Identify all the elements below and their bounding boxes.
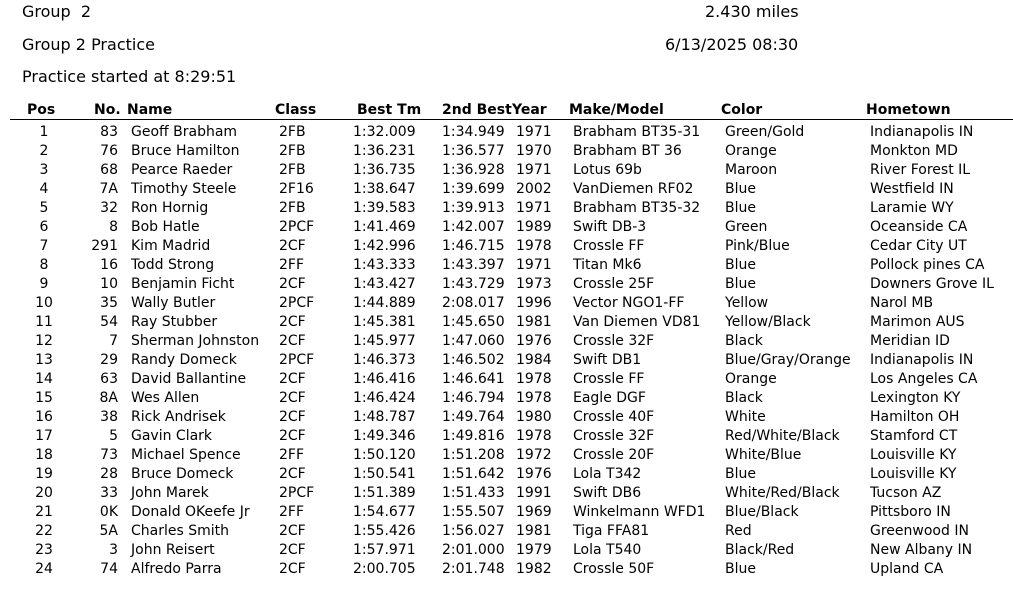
table-row (0, 294, 1013, 313)
cell-best-time: 1:42.996 (353, 238, 416, 254)
cell-year: 1981 (516, 523, 552, 539)
cell-class: 2PCF (279, 485, 315, 501)
cell-car-number: 38 (100, 409, 118, 425)
cell-hometown: Marimon AUS (870, 314, 965, 330)
cell-class: 2FF (279, 447, 305, 463)
table-row (0, 199, 1013, 218)
cell-car-number: 16 (100, 257, 118, 273)
table-row (0, 484, 1013, 503)
table-row (0, 446, 1013, 465)
cell-make-model: VanDiemen RF02 (573, 181, 694, 197)
table-row (0, 161, 1013, 180)
cell-color: Pink/Blue (725, 238, 790, 254)
cell-make-model: Tiga FFA81 (573, 523, 650, 539)
cell-car-number: 8A (99, 390, 118, 406)
cell-pos: 16 (35, 409, 53, 425)
cell-pos: 6 (39, 219, 49, 235)
cell-pos: 9 (39, 276, 49, 292)
cell-car-number: 10 (100, 276, 118, 292)
cell-best-time: 1:41.469 (353, 219, 416, 235)
cell-class: 2PCF (279, 352, 315, 368)
cell-class: 2CF (279, 333, 306, 349)
cell-pos: 21 (35, 504, 53, 520)
cell-color: Blue (725, 181, 756, 197)
cell-pos: 3 (39, 162, 49, 178)
cell-year: 1978 (516, 371, 552, 387)
cell-make-model: Winkelmann WFD1 (573, 504, 706, 520)
cell-driver-name: Sherman Johnston (131, 333, 260, 349)
cell-driver-name: Ron Hornig (131, 200, 209, 216)
cell-hometown: Monkton MD (870, 143, 958, 159)
cell-driver-name: Todd Strong (131, 257, 215, 273)
cell-color: Blue (725, 561, 756, 577)
cell-second-best: 1:34.949 (442, 124, 505, 140)
cell-best-time: 1:49.346 (353, 428, 416, 444)
cell-year: 1989 (516, 219, 552, 235)
cell-year: 1978 (516, 428, 552, 444)
cell-year: 1970 (516, 143, 552, 159)
cell-car-number: 291 (91, 238, 118, 254)
table-row (0, 313, 1013, 332)
cell-driver-name: Rick Andrisek (131, 409, 226, 425)
cell-class: 2CF (279, 466, 306, 482)
cell-driver-name: Ray Stubber (131, 314, 218, 330)
cell-hometown: Los Angeles CA (870, 371, 978, 387)
cell-best-time: 1:43.333 (353, 257, 416, 273)
cell-car-number: 7 (109, 333, 118, 349)
cell-class: 2CF (279, 523, 306, 539)
cell-class: 2CF (279, 428, 306, 444)
cell-color: Blue (725, 466, 756, 482)
cell-class: 2CF (279, 314, 306, 330)
cell-pos: 17 (35, 428, 53, 444)
cell-year: 1976 (516, 466, 552, 482)
cell-driver-name: Donald OKeefe Jr (131, 504, 250, 520)
cell-year: 1973 (516, 276, 552, 292)
cell-driver-name: Pearce Raeder (131, 162, 233, 178)
table-row (0, 522, 1013, 541)
cell-class: 2CF (279, 561, 306, 577)
cell-car-number: 54 (100, 314, 118, 330)
cell-color: Orange (725, 143, 777, 159)
cell-driver-name: John Reisert (131, 542, 215, 558)
cell-driver-name: Benjamin Ficht (131, 276, 235, 292)
cell-make-model: Crossle 25F (573, 276, 655, 292)
column-header-pos: Pos (27, 102, 56, 118)
cell-car-number: 35 (100, 295, 118, 311)
cell-class: 2CF (279, 390, 306, 406)
cell-best-time: 1:54.677 (353, 504, 416, 520)
cell-second-best: 1:51.208 (442, 447, 505, 463)
cell-color: Red/White/Black (725, 428, 840, 444)
table-row (0, 427, 1013, 446)
cell-driver-name: Bruce Hamilton (131, 143, 240, 159)
cell-pos: 10 (35, 295, 53, 311)
cell-best-time: 1:55.426 (353, 523, 416, 539)
cell-pos: 13 (35, 352, 53, 368)
cell-make-model: Vector NGO1-FF (573, 295, 685, 311)
cell-driver-name: Timothy Steele (131, 181, 237, 197)
cell-second-best: 1:45.650 (442, 314, 505, 330)
cell-driver-name: Geoff Brabham (131, 124, 238, 140)
column-header-hometown: Hometown (866, 102, 951, 118)
cell-year: 1982 (516, 561, 552, 577)
cell-color: White/Blue (725, 447, 802, 463)
cell-color: Black/Red (725, 542, 795, 558)
session-title: Group 2 Practice (22, 35, 155, 54)
cell-color: Blue/Black (725, 504, 799, 520)
cell-color: Yellow (725, 295, 769, 311)
cell-second-best: 1:56.027 (442, 523, 505, 539)
cell-best-time: 1:50.541 (353, 466, 416, 482)
cell-car-number: 8 (109, 219, 118, 235)
cell-driver-name: Gavin Clark (131, 428, 213, 444)
cell-class: 2FB (279, 143, 306, 159)
header-divider (10, 119, 1013, 120)
cell-driver-name: Bob Hatle (131, 219, 200, 235)
cell-best-time: 1:43.427 (353, 276, 416, 292)
cell-make-model: Crossle 20F (573, 447, 655, 463)
table-row (0, 503, 1013, 522)
cell-second-best: 2:08.017 (442, 295, 505, 311)
cell-driver-name: Alfredo Parra (131, 561, 222, 577)
cell-class: 2CF (279, 238, 306, 254)
table-row (0, 237, 1013, 256)
table-row (0, 180, 1013, 199)
cell-make-model: Lola T342 (573, 466, 642, 482)
cell-hometown: Greenwood IN (870, 523, 969, 539)
table-row (0, 541, 1013, 560)
cell-pos: 2 (39, 143, 49, 159)
cell-car-number: 76 (100, 143, 118, 159)
cell-driver-name: John Marek (131, 485, 209, 501)
cell-pos: 19 (35, 466, 53, 482)
cell-best-time: 1:36.231 (353, 143, 416, 159)
table-row (0, 351, 1013, 370)
cell-class: 2FB (279, 200, 306, 216)
session-start-time: Practice started at 8:29:51 (22, 67, 237, 86)
cell-make-model: Crossle 32F (573, 428, 655, 444)
cell-color: Blue (725, 276, 756, 292)
column-header-name: Name (127, 102, 173, 118)
cell-hometown: Westfield IN (870, 181, 954, 197)
cell-hometown: Tucson AZ (870, 485, 942, 501)
table-row (0, 389, 1013, 408)
cell-best-time: 1:46.416 (353, 371, 416, 387)
cell-pos: 15 (35, 390, 53, 406)
cell-make-model: Crossle FF (573, 238, 645, 254)
cell-second-best: 1:55.507 (442, 504, 505, 520)
cell-hometown: Stamford CT (870, 428, 958, 444)
column-header-second-best: 2nd Best (442, 102, 512, 118)
cell-best-time: 1:44.889 (353, 295, 416, 311)
cell-pos: 4 (39, 181, 49, 197)
cell-class: 2FB (279, 162, 306, 178)
cell-year: 1976 (516, 333, 552, 349)
cell-color: Black (725, 390, 763, 406)
cell-best-time: 1:48.787 (353, 409, 416, 425)
cell-best-time: 1:39.583 (353, 200, 416, 216)
cell-car-number: 7A (99, 181, 118, 197)
cell-second-best: 2:01.000 (442, 542, 505, 558)
cell-hometown: Louisville KY (870, 466, 957, 482)
cell-hometown: Louisville KY (870, 447, 957, 463)
cell-car-number: 28 (100, 466, 118, 482)
cell-pos: 1 (39, 124, 49, 140)
cell-second-best: 1:51.642 (442, 466, 505, 482)
cell-color: White/Red/Black (725, 485, 840, 501)
table-row (0, 332, 1013, 351)
results-table-body (0, 123, 1013, 579)
cell-hometown: Indianapolis IN (870, 124, 974, 140)
cell-second-best: 1:49.764 (442, 409, 505, 425)
table-row (0, 218, 1013, 237)
column-header-no: No. (94, 102, 121, 118)
cell-class: 2PCF (279, 295, 315, 311)
cell-year: 1972 (516, 447, 552, 463)
cell-pos: 11 (35, 314, 53, 330)
cell-car-number: 83 (100, 124, 118, 140)
cell-pos: 8 (39, 257, 49, 273)
cell-class: 2CF (279, 276, 306, 292)
cell-car-number: 29 (100, 352, 118, 368)
cell-hometown: Pittsboro IN (870, 504, 951, 520)
cell-best-time: 1:50.120 (353, 447, 416, 463)
cell-driver-name: Michael Spence (131, 447, 241, 463)
cell-driver-name: David Ballantine (131, 371, 247, 387)
cell-hometown: Pollock pines CA (870, 257, 985, 273)
cell-best-time: 1:36.735 (353, 162, 416, 178)
column-header-color: Color (721, 102, 763, 118)
cell-class: 2PCF (279, 219, 315, 235)
cell-driver-name: Charles Smith (131, 523, 230, 539)
cell-make-model: Swift DB-3 (573, 219, 647, 235)
cell-make-model: Crossle 40F (573, 409, 655, 425)
cell-second-best: 1:39.913 (442, 200, 505, 216)
cell-second-best: 1:51.433 (442, 485, 505, 501)
cell-year: 1996 (516, 295, 552, 311)
table-row (0, 142, 1013, 161)
cell-class: 2CF (279, 409, 306, 425)
cell-best-time: 1:38.647 (353, 181, 416, 197)
cell-make-model: Crossle 32F (573, 333, 655, 349)
cell-hometown: Narol MB (870, 295, 934, 311)
cell-color: Red (725, 523, 752, 539)
cell-year: 1991 (516, 485, 552, 501)
table-row (0, 560, 1013, 579)
cell-color: White (725, 409, 766, 425)
cell-class: 2FF (279, 504, 305, 520)
table-row (0, 465, 1013, 484)
cell-pos: 7 (39, 238, 49, 254)
table-row (0, 256, 1013, 275)
column-header-make-model: Make/Model (569, 102, 664, 118)
cell-driver-name: Kim Madrid (131, 238, 211, 254)
cell-make-model: Van Diemen VD81 (573, 314, 701, 330)
cell-make-model: Eagle DGF (573, 390, 646, 406)
cell-second-best: 1:46.794 (442, 390, 505, 406)
cell-car-number: 68 (100, 162, 118, 178)
cell-hometown: River Forest IL (870, 162, 971, 178)
cell-color: Green/Gold (725, 124, 805, 140)
cell-class: 2CF (279, 371, 306, 387)
cell-driver-name: Wally Butler (131, 295, 216, 311)
cell-second-best: 1:43.729 (442, 276, 505, 292)
cell-year: 1981 (516, 314, 552, 330)
cell-make-model: Brabham BT 36 (573, 143, 682, 159)
cell-second-best: 1:47.060 (442, 333, 505, 349)
cell-second-best: 1:39.699 (442, 181, 505, 197)
cell-best-time: 1:46.424 (353, 390, 416, 406)
cell-second-best: 1:36.577 (442, 143, 505, 159)
cell-year: 1971 (516, 124, 552, 140)
cell-year: 1978 (516, 238, 552, 254)
cell-make-model: Crossle 50F (573, 561, 655, 577)
cell-year: 1978 (516, 390, 552, 406)
cell-car-number: 5 (109, 428, 118, 444)
cell-car-number: 74 (100, 561, 118, 577)
cell-car-number: 0K (99, 504, 118, 520)
cell-pos: 14 (35, 371, 53, 387)
cell-hometown: Hamilton OH (870, 409, 960, 425)
cell-best-time: 1:57.971 (353, 542, 416, 558)
cell-pos: 24 (35, 561, 53, 577)
cell-second-best: 1:46.641 (442, 371, 505, 387)
cell-year: 1980 (516, 409, 552, 425)
cell-color: Blue/Gray/Orange (725, 352, 851, 368)
cell-car-number: 63 (100, 371, 118, 387)
cell-year: 1984 (516, 352, 552, 368)
cell-color: Maroon (725, 162, 778, 178)
column-header-class: Class (275, 102, 317, 118)
cell-second-best: 1:36.928 (442, 162, 505, 178)
cell-car-number: 32 (100, 200, 118, 216)
cell-color: Black (725, 333, 763, 349)
cell-second-best: 1:49.816 (442, 428, 505, 444)
cell-color: Blue (725, 257, 756, 273)
cell-second-best: 1:46.715 (442, 238, 505, 254)
cell-best-time: 1:46.373 (353, 352, 416, 368)
cell-class: 2FF (279, 257, 305, 273)
cell-class: 2F16 (279, 181, 314, 197)
cell-pos: 18 (35, 447, 53, 463)
cell-hometown: Lexington KY (870, 390, 961, 406)
cell-hometown: New Albany IN (870, 542, 973, 558)
cell-make-model: Lola T540 (573, 542, 642, 558)
cell-pos: 23 (35, 542, 53, 558)
cell-make-model: Brabham BT35-32 (573, 200, 701, 216)
column-header-best-time: Best Tm (357, 102, 422, 118)
cell-best-time: 2:00.705 (353, 561, 416, 577)
group-title: Group 2 (22, 2, 92, 21)
cell-pos: 5 (39, 200, 49, 216)
session-datetime: 6/13/2025 08:30 (665, 35, 799, 54)
cell-year: 1971 (516, 162, 552, 178)
cell-color: Green (725, 219, 768, 235)
cell-class: 2CF (279, 542, 306, 558)
cell-year: 1971 (516, 257, 552, 273)
cell-color: Blue (725, 200, 756, 216)
cell-pos: 20 (35, 485, 53, 501)
cell-car-number: 33 (100, 485, 118, 501)
cell-year: 1971 (516, 200, 552, 216)
cell-make-model: Brabham BT35-31 (573, 124, 701, 140)
cell-year: 1979 (516, 542, 552, 558)
cell-make-model: Swift DB1 (573, 352, 642, 368)
cell-color: Yellow/Black (725, 314, 811, 330)
cell-driver-name: Wes Allen (131, 390, 200, 406)
cell-year: 2002 (516, 181, 552, 197)
cell-second-best: 1:46.502 (442, 352, 505, 368)
cell-class: 2FB (279, 124, 306, 140)
cell-year: 1969 (516, 504, 552, 520)
cell-car-number: 3 (109, 542, 118, 558)
cell-pos: 22 (35, 523, 53, 539)
table-row (0, 370, 1013, 389)
cell-make-model: Titan Mk6 (573, 257, 642, 273)
table-row (0, 408, 1013, 427)
cell-driver-name: Randy Domeck (131, 352, 237, 368)
cell-best-time: 1:51.389 (353, 485, 416, 501)
cell-make-model: Crossle FF (573, 371, 645, 387)
cell-second-best: 1:42.007 (442, 219, 505, 235)
cell-car-number: 73 (100, 447, 118, 463)
cell-second-best: 2:01.748 (442, 561, 505, 577)
cell-hometown: Cedar City UT (870, 238, 967, 254)
table-row (0, 275, 1013, 294)
cell-hometown: Oceanside CA (870, 219, 968, 235)
cell-hometown: Upland CA (870, 561, 944, 577)
cell-pos: 12 (35, 333, 53, 349)
cell-best-time: 1:32.009 (353, 124, 416, 140)
cell-best-time: 1:45.977 (353, 333, 416, 349)
cell-make-model: Swift DB6 (573, 485, 642, 501)
cell-make-model: Lotus 69b (573, 162, 642, 178)
cell-second-best: 1:43.397 (442, 257, 505, 273)
cell-color: Orange (725, 371, 777, 387)
cell-hometown: Indianapolis IN (870, 352, 974, 368)
cell-best-time: 1:45.381 (353, 314, 416, 330)
cell-hometown: Meridian ID (870, 333, 950, 349)
table-row (0, 123, 1013, 142)
column-header-year: Year (512, 102, 547, 118)
track-distance: 2.430 miles (705, 2, 799, 21)
cell-driver-name: Bruce Domeck (131, 466, 234, 482)
cell-hometown: Laramie WY (870, 200, 954, 216)
cell-car-number: 5A (99, 523, 118, 539)
cell-hometown: Downers Grove IL (870, 276, 994, 292)
